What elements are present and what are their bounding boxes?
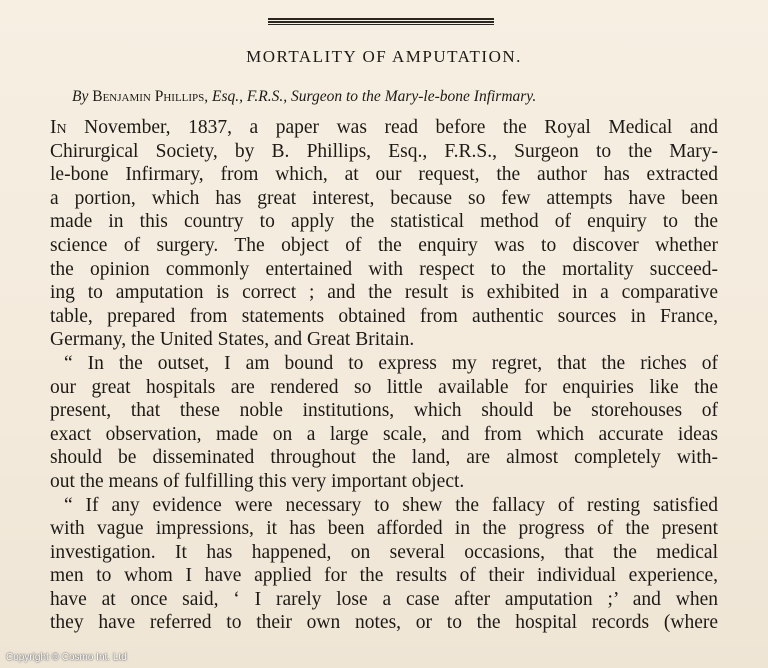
body-line: Germany, the United States, and Great Britain. [50, 329, 415, 351]
body-line: table, prepared from statements obtained from authentic sources in France, [50, 305, 718, 327]
article-body [50, 116, 718, 635]
article-title: MORTALITY OF AMPUTATION. [246, 47, 522, 66]
opening-word: In [50, 117, 67, 138]
body-line: with vague impressions, it has been afforded in the progress of the present [50, 518, 718, 540]
body-line: made in this country to apply the statistical method of enquiry to the [50, 211, 718, 233]
byline-author-name: Benjamin Phillips, [92, 88, 209, 105]
body-line: should be disseminated throughout the land, are almost completely with- [50, 447, 718, 469]
byline-prefix: By [72, 88, 89, 105]
header-rule [268, 18, 494, 25]
body-line: le-bone Infirmary, from which, at our request, the author has extracted [50, 164, 718, 186]
body-line: ing to amputation is correct ; and the result is exhibited in a comparative [50, 282, 718, 304]
article-byline [72, 88, 712, 106]
copyright-watermark: Copyright © Cosmo Int. Ltd [6, 652, 127, 663]
body-line: a portion, which has great interest, because so few attempts have been [50, 187, 718, 209]
body-line: exact observation, made on a large scale, and from which accurate ideas [50, 423, 718, 445]
body-line: have at once said, ‘ I rarely lose a case after amputation ;’ and when [50, 588, 718, 610]
body-line: out the means of fulfilling this very important object. [50, 470, 465, 492]
body-line: “ In the outset, I am bound to express my regret, that the riches of [64, 352, 718, 374]
body-line: science of surgery. The object of the enquiry was to discover whether [50, 234, 718, 256]
body-line: men to whom I have applied for the results of their individual experience, [50, 565, 718, 587]
body-line: our great hospitals are rendered so little available for enquiries like the [50, 376, 718, 398]
body-line: Chirurgical Society, by B. Phillips, Esq., F.R.S., Surgeon to the Mary- [50, 140, 718, 162]
body-line: the opinion commonly entertained with respect to the mortality succeed- [50, 258, 718, 280]
body-line: “ If any evidence were necessary to shew the fallacy of resting satisfied [64, 494, 718, 516]
body-line: they have referred to their own notes, or to the hospital records (where [50, 612, 718, 634]
body-line: In November, 1837, a paper was read before the Royal Medical and [50, 117, 718, 138]
byline-credentials: Esq., F.R.S., Surgeon to the Mary-le-bone Infirmary. [212, 88, 537, 105]
body-line: present, that these noble institutions, which should be storehouses of [50, 400, 718, 422]
body-line: investigation. It has happened, on several occasions, that the medical [50, 541, 718, 563]
